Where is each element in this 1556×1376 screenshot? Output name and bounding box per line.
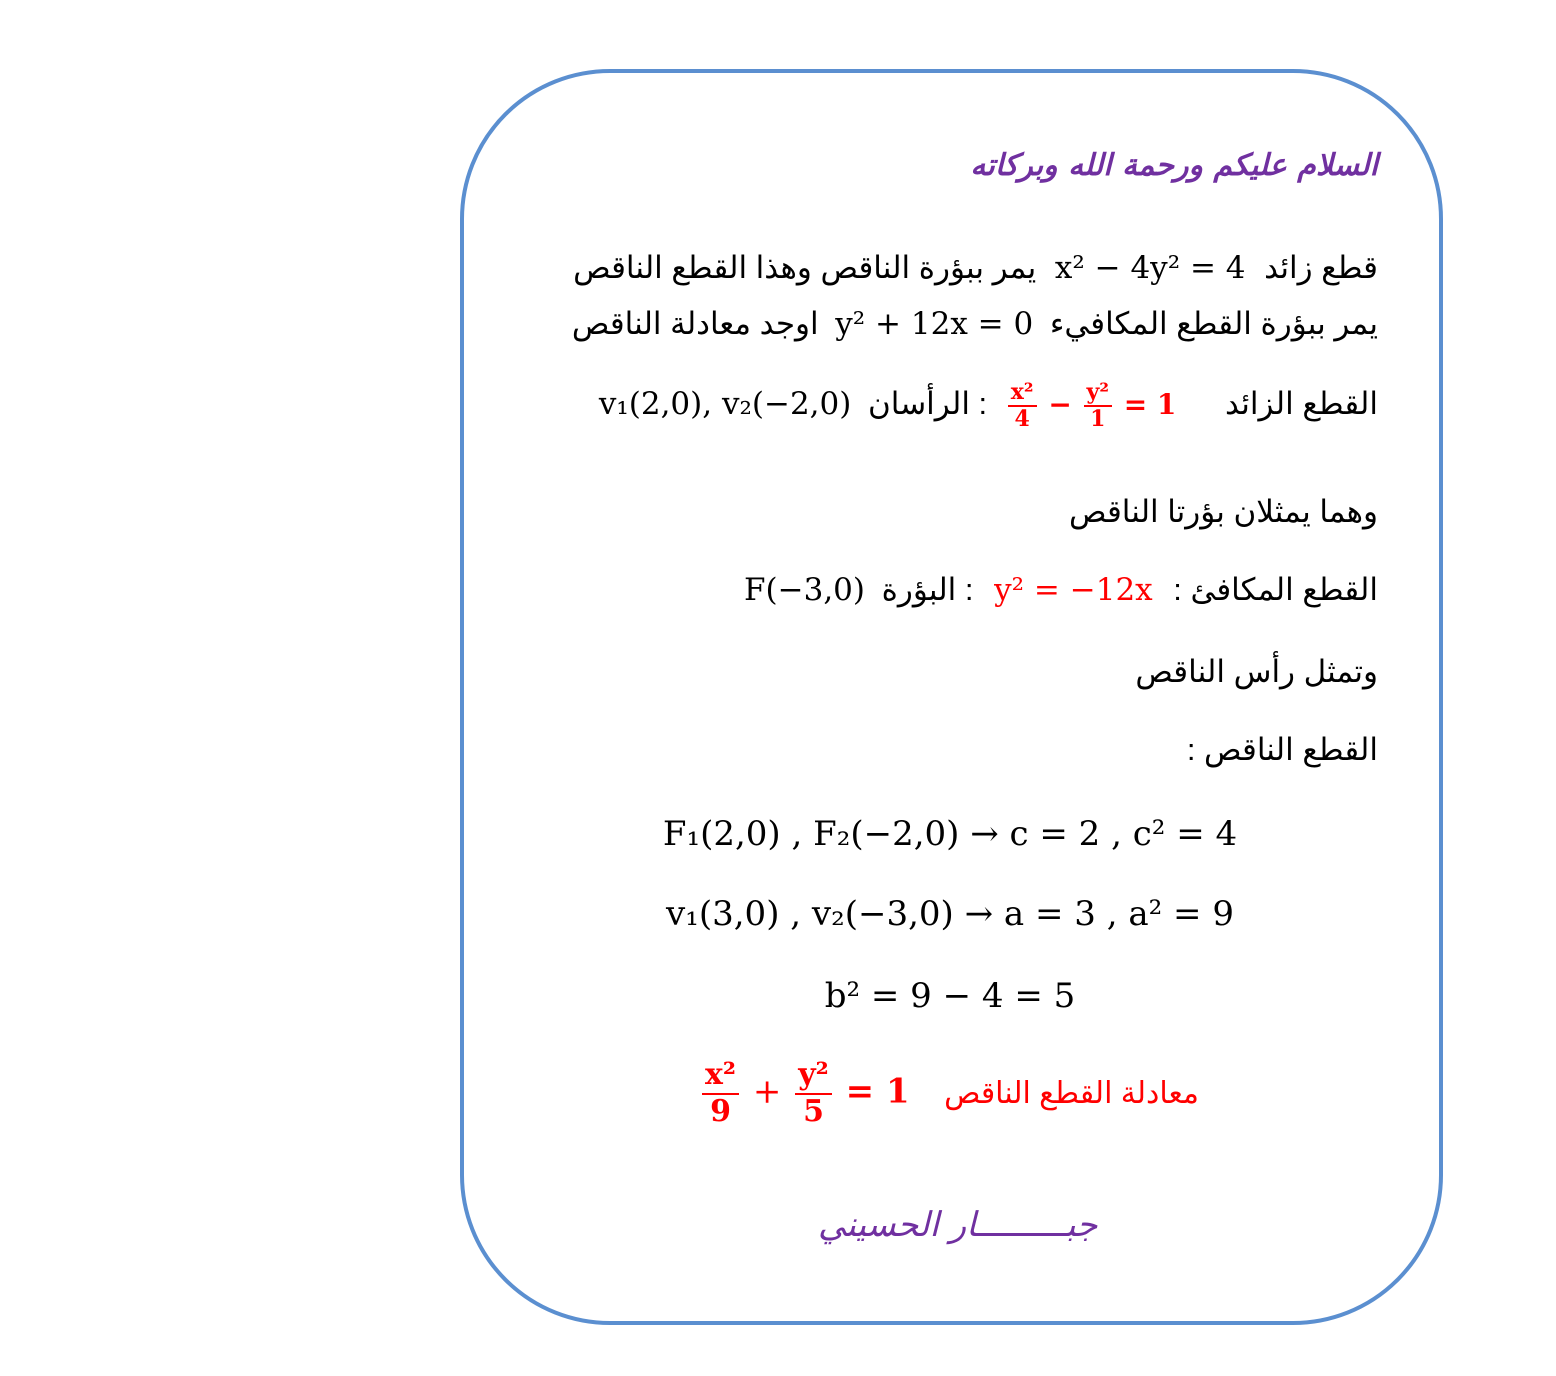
parabola-equation: y² = −12x bbox=[994, 572, 1153, 608]
parabola-label: القطع المكافئ : bbox=[1173, 572, 1378, 607]
ellipse-x-den: 9 bbox=[710, 1093, 731, 1129]
problem-line2-equation: y² + 12x = 0 bbox=[835, 306, 1034, 342]
signature: جبـــــــــار الحسيني bbox=[818, 1205, 1098, 1245]
problem-line-2 bbox=[572, 308, 1378, 340]
greeting-text: السلام عليكم ورحمة الله وبركاته bbox=[970, 148, 1378, 183]
ellipse-final-rhs: = 1 bbox=[845, 1071, 910, 1112]
ellipse-foci-line: F₁(2,0) , F₂(−2,0) → c = 2 , c² = 4 bbox=[662, 814, 1238, 854]
hyperbola-y-num: y² bbox=[1084, 380, 1112, 407]
ellipse-final-equation: $\frac{\text{x²}}{9}$ + $\frac{\text{y²}}{5}$ = 1 bbox=[700, 1058, 910, 1129]
hyperbola-label: القطع الزائد bbox=[1225, 385, 1378, 421]
ellipse-y-den: 5 bbox=[803, 1093, 824, 1129]
ellipse-final-label: معادلة القطع الناقص bbox=[944, 1077, 1200, 1110]
problem-line1-left: يمر ببؤرة الناقص وهذا القطع الناقص bbox=[573, 250, 1037, 285]
hyperbola-rhs: = 1 bbox=[1123, 387, 1177, 421]
parabola-focus: F(−3,0) bbox=[744, 572, 865, 608]
ellipse-label: القطع الناقص : bbox=[1186, 732, 1378, 767]
hyperbola-x-fraction bbox=[1008, 380, 1037, 433]
ellipse-y-fraction bbox=[795, 1058, 832, 1129]
hyperbola-y-fraction bbox=[1084, 380, 1112, 433]
hyperbola-vertices-label: : الرأسان bbox=[867, 385, 988, 421]
parabola-line bbox=[744, 574, 1378, 606]
parabola-note: وتمثل رأس الناقص bbox=[1135, 654, 1378, 689]
hyperbola-equation: $\frac{\text{x²}}{4}$ − $\frac{\text{y²}}{1}$ = 1 bbox=[1006, 380, 1177, 433]
problem-line1-right: قطع زائد bbox=[1264, 250, 1378, 285]
hyperbola-note: وهما يمثلان بؤرتا الناقص bbox=[1068, 494, 1378, 529]
ellipse-b-line: b² = 9 − 4 = 5 bbox=[824, 976, 1076, 1016]
hyperbola-line bbox=[599, 380, 1378, 433]
hyperbola-x-num: x² bbox=[1008, 380, 1037, 407]
ellipse-y-num: y² bbox=[795, 1058, 832, 1095]
hyperbola-x-den: 4 bbox=[1014, 406, 1030, 433]
ellipse-x-fraction bbox=[702, 1058, 739, 1129]
problem-line1-equation: x² − 4y² = 4 bbox=[1054, 250, 1246, 286]
ellipse-final-row bbox=[700, 1058, 1199, 1129]
ellipse-vertices-line: v₁(3,0) , v₂(−3,0) → a = 3 , a² = 9 bbox=[666, 894, 1234, 934]
problem-line2-left: اوجد معادلة الناقص bbox=[571, 306, 819, 341]
ellipse-x-num: x² bbox=[702, 1058, 739, 1095]
hyperbola-vertices: v₁(2,0), v₂(−2,0) bbox=[598, 385, 852, 422]
problem-line2-right: يمر ببؤرة القطع المكافيء bbox=[1049, 306, 1378, 341]
hyperbola-y-den: 1 bbox=[1090, 406, 1106, 433]
parabola-focus-label: : البؤرة bbox=[881, 572, 974, 607]
problem-line-1 bbox=[573, 252, 1378, 284]
